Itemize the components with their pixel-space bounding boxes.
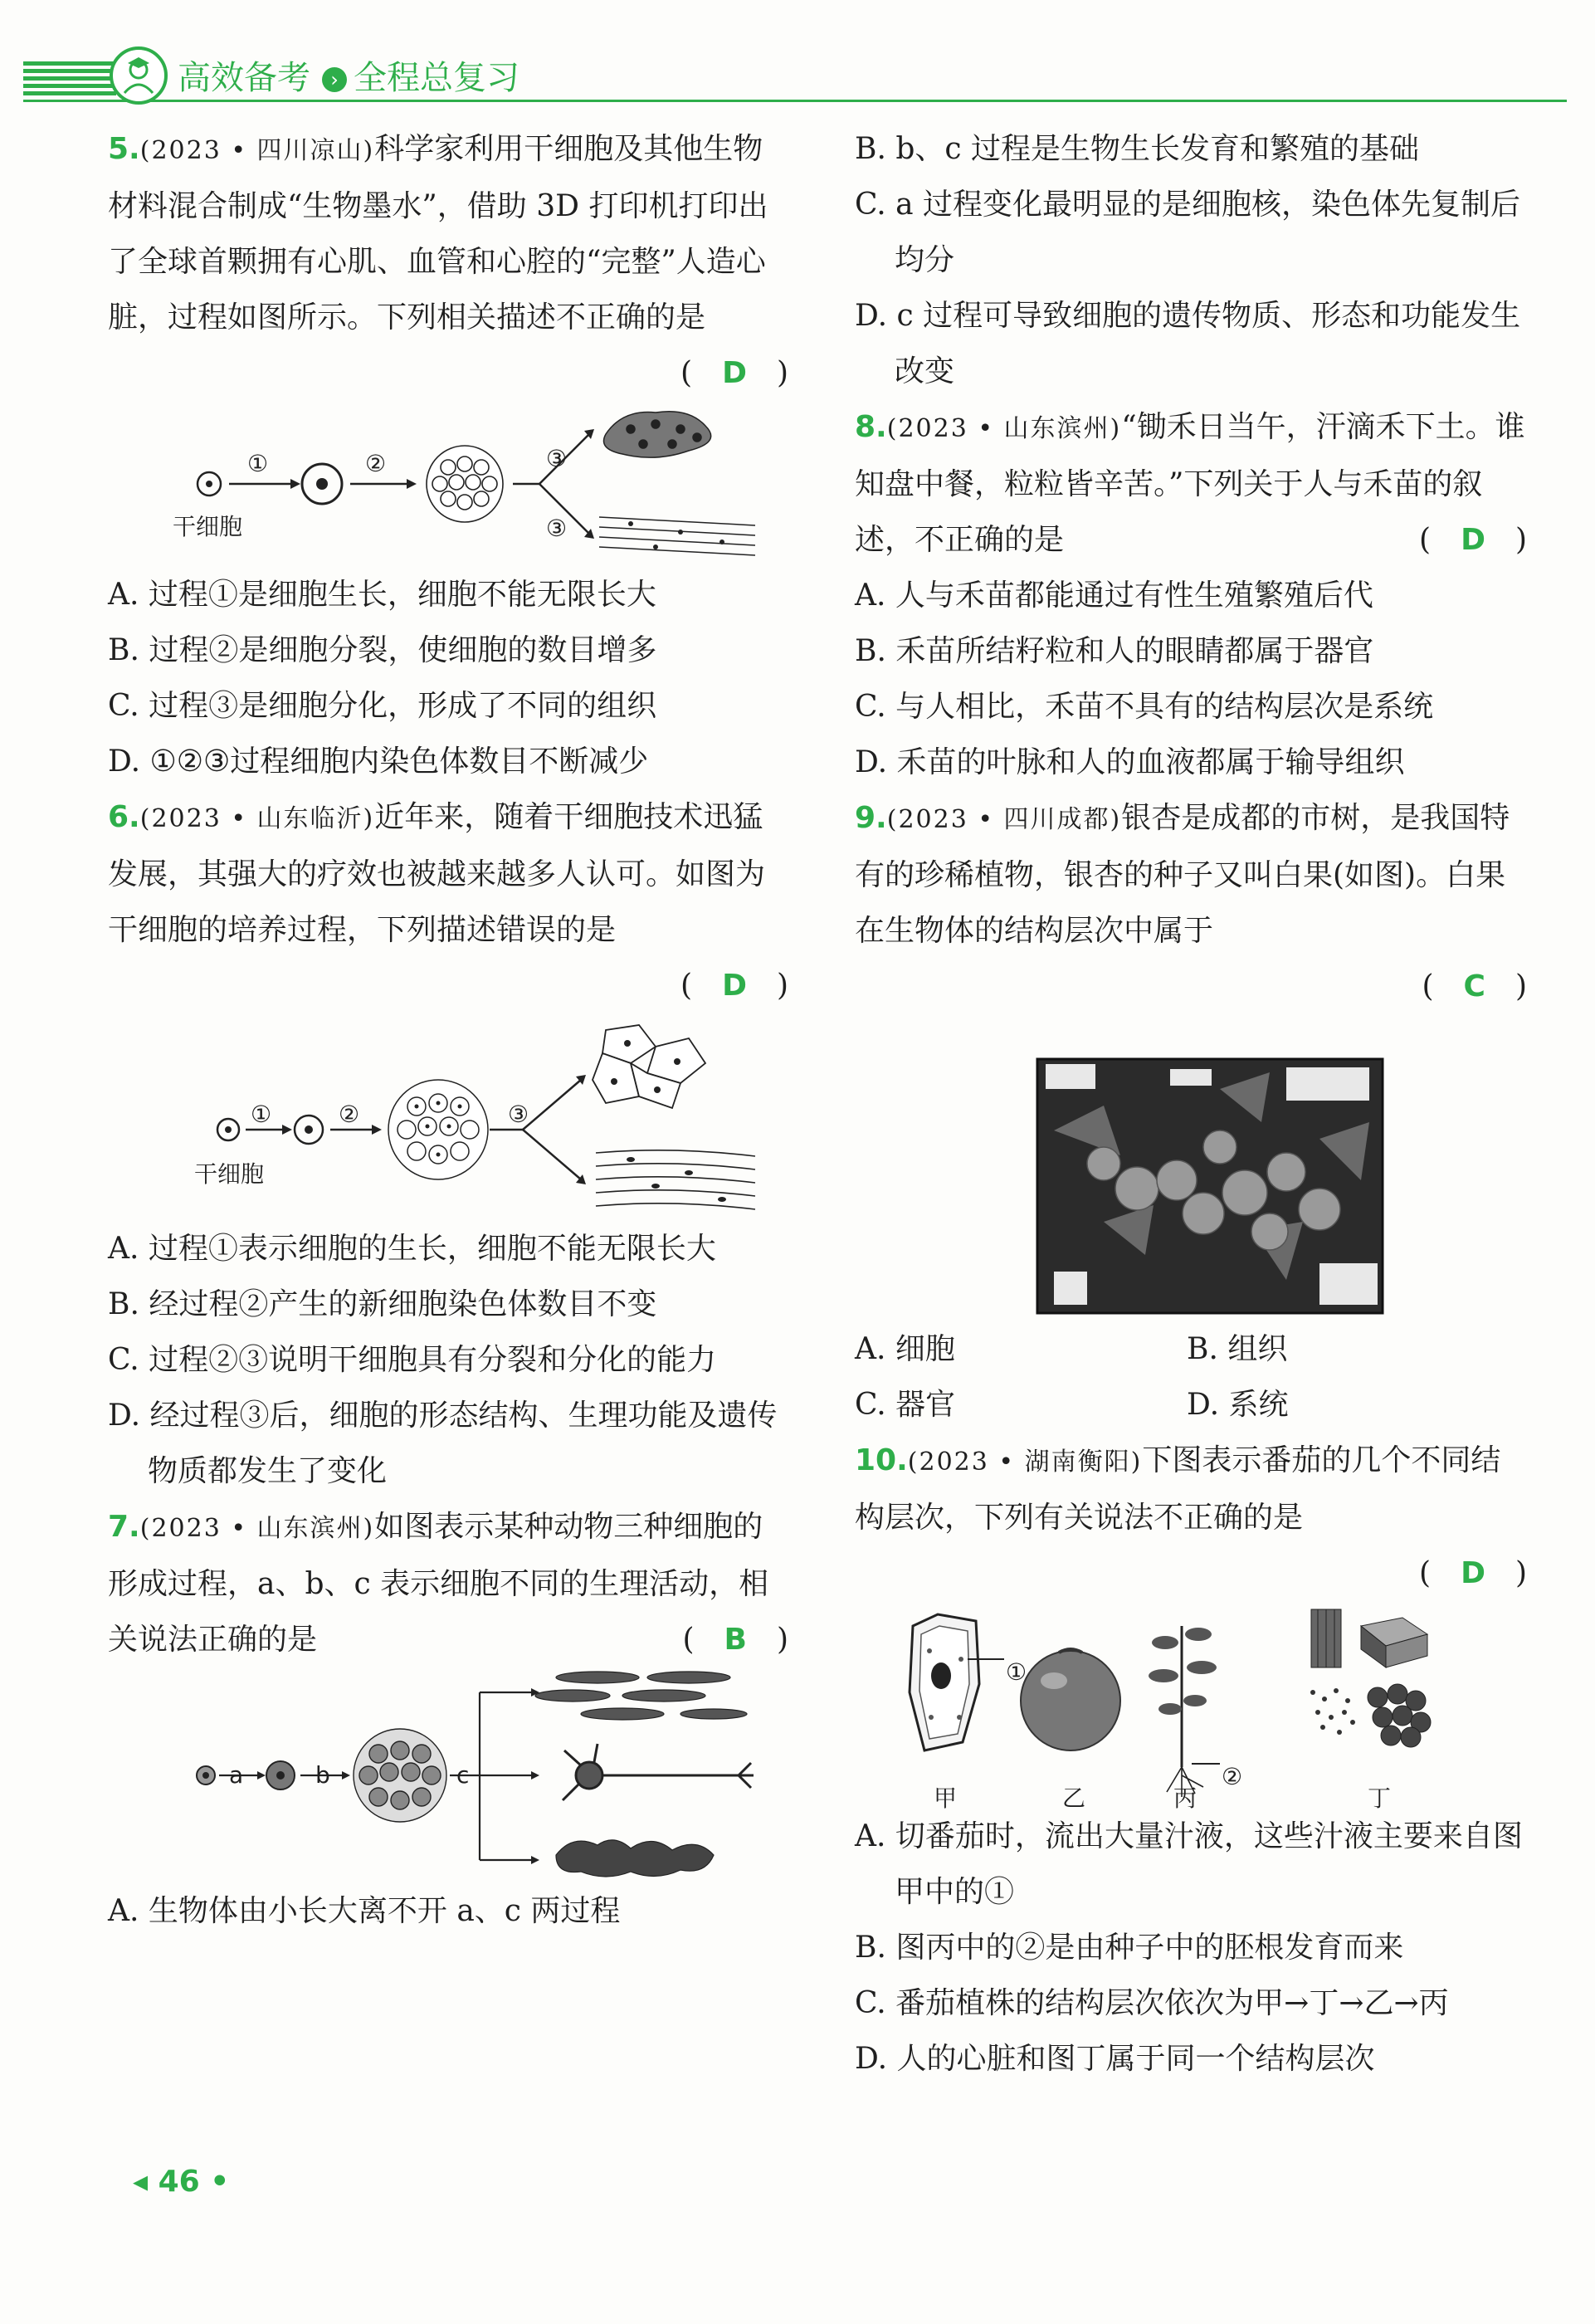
label-jia: 甲: [934, 1784, 958, 1812]
label-bing: 丙: [1173, 1784, 1197, 1812]
option-a: A. 过程①表示细胞的生长，细胞不能无限长大: [108, 1232, 716, 1266]
option-a: A. 切番茄时，流出大量汁液，这些汁液主要来自图甲中的①: [855, 1819, 1523, 1909]
ginkgo-fruit-image: [855, 1014, 1527, 1321]
book-subtitle: 全程总复习: [354, 59, 519, 97]
option-d: D. 禾苗的叶脉和人的血液都属于输导组织: [855, 745, 1405, 779]
answer: D: [722, 969, 747, 1003]
question-text: 下图表示番茄的几个不同结构层次，下列有关说法不正确的是: [855, 1443, 1501, 1535]
header-rule: [23, 100, 1567, 102]
page-number: ◂ 46 •: [133, 2165, 230, 2199]
options-q8: [855, 568, 1527, 790]
option-a: A. 过程①是细胞生长，细胞不能无限长大: [108, 578, 656, 612]
answer-slot: ( C ): [1422, 969, 1527, 1003]
question-source: (2023 • 山东滨州): [139, 1514, 375, 1543]
process-a-label: a: [229, 1761, 244, 1789]
answer-slot: ( D ): [680, 969, 788, 1003]
question-8: [855, 399, 1527, 568]
option-b: B. 禾苗所结籽粒和人的眼睛都属于器官: [855, 634, 1374, 668]
step-1-label: ①: [247, 450, 269, 477]
label-yi: 乙: [1062, 1784, 1086, 1812]
tomato-structure-diagram: [855, 1601, 1527, 1812]
book-title: 高效备考: [178, 59, 310, 97]
animal-cell-diagram-q7: [108, 1667, 788, 1883]
step-1-label: ①: [251, 1101, 272, 1128]
question-source: (2023 • 山东滨州): [886, 414, 1122, 443]
option-c: C. 与人相比，禾苗不具有的结构层次是系统: [855, 690, 1434, 724]
label-2: ②: [1222, 1763, 1243, 1790]
question-6: [108, 789, 788, 1013]
process-c-label: c: [456, 1761, 470, 1789]
question-text: 银杏是成都的市树，是我国特有的珍稀植物，银杏的种子又叫白果(如图)。白果在生物体的结构层次中属于: [855, 801, 1510, 948]
option-b: B. 图丙中的②是由种子中的胚根发育而来: [855, 1931, 1404, 1965]
question-number: 7.: [108, 1510, 140, 1544]
options-q7-part1: [108, 1883, 788, 1939]
option-d: D. 经过程③后，细胞的形态结构、生理功能及遗传物质都发生了变化: [108, 1399, 778, 1488]
step-3-label: ③: [546, 445, 568, 472]
question-text: 近年来，随着干细胞技术迅猛发展，其强大的疗效也被越来越多人认可。如图为干细胞的培养过程，下列描述错误的是: [108, 800, 766, 947]
stem-cell-label: 干细胞: [194, 1160, 265, 1188]
step-2-label: ②: [339, 1101, 360, 1128]
answer: D: [1461, 1556, 1485, 1590]
answer-slot: ( D ): [1419, 523, 1527, 557]
question-number: 9.: [855, 801, 887, 835]
option-a: A. 细胞: [855, 1332, 955, 1366]
option-b: B. 组织: [1187, 1332, 1288, 1366]
option-b: B. b、c 过程是生物生长发育和繁殖的基础: [855, 132, 1419, 166]
step-2-label: ②: [365, 450, 387, 477]
header-decoration: [23, 61, 116, 98]
question-text: 如图表示某种动物三种细胞的形成过程，a、b、c 表示细胞不同的生理活动，相关说法正确的是: [108, 1510, 769, 1657]
answer: C: [1463, 969, 1485, 1003]
option-a: A. 人与禾苗都能通过有性生殖繁殖后代: [855, 579, 1373, 613]
cell-formation-figure: [108, 1667, 788, 1883]
label-ding: 丁: [1368, 1784, 1392, 1812]
question-7: [108, 1499, 788, 1667]
option-d: D. 人的心脏和图丁属于同一个结构层次: [855, 2042, 1375, 2076]
options-q5: [108, 567, 788, 789]
options-q7-part2: [855, 121, 1527, 399]
answer-slot: ( D ): [1419, 1556, 1527, 1590]
step-3-label: ③: [508, 1101, 529, 1128]
answer: B: [724, 1623, 747, 1657]
page-number-value: 46: [158, 2165, 200, 2199]
question-text: 科学家利用干细胞及其他生物材料混合制成“生物墨水”，借助 3D 打印机打印出了全球首颗拥有心肌、血管和心腔的“完整”人造心脏，过程如图所示。下列相关描述不正确的是: [108, 132, 768, 334]
options-q9: [855, 1321, 1527, 1433]
option-c: C. 器官: [855, 1388, 956, 1422]
option-d: D. 系统: [1187, 1388, 1289, 1422]
answer: D: [1461, 523, 1485, 557]
option-b: B. 经过程②产生的新细胞染色体数目不变: [108, 1287, 657, 1321]
option-b: B. 过程②是细胞分裂，使细胞的数目增多: [108, 633, 657, 667]
option-c: C. 过程②③说明干细胞具有分裂和分化的能力: [108, 1343, 717, 1377]
left-column: [108, 121, 788, 1939]
question-number: 10.: [855, 1443, 908, 1477]
process-b-label: b: [315, 1761, 330, 1789]
student-logo-icon: [110, 46, 168, 105]
option-d: D. ①②③过程细胞内染色体数目不断减少: [108, 745, 649, 779]
question-source: (2023 • 四川凉山): [139, 136, 375, 165]
question-number: 8.: [855, 410, 887, 444]
stem-cell-diagram-q5: [108, 401, 788, 567]
stem-cell-label: 干细胞: [173, 513, 243, 540]
step-3-label: ③: [546, 515, 568, 542]
ginkgo-photo: [855, 1014, 1527, 1321]
option-c: C. 过程③是细胞分化，形成了不同的组织: [108, 689, 657, 723]
label-1: ①: [1006, 1658, 1027, 1686]
question-9: [855, 790, 1527, 1014]
option-a: A. 生物体由小长大离不开 a、c 两过程: [108, 1894, 621, 1928]
stem-cell-diagram-q6: [108, 1013, 788, 1221]
question-source: (2023 • 四川成都): [886, 805, 1122, 834]
answer-slot: ( D ): [680, 356, 788, 390]
question-number: 6.: [108, 800, 140, 834]
options-q10: [855, 1809, 1527, 2087]
answer-slot: ( B ): [682, 1623, 788, 1657]
arrow-right-icon: ›: [322, 67, 347, 92]
question-text: “锄禾日当午，汗滴禾下土。谁知盘中餐，粒粒皆辛苦。”下列关于人与禾苗的叙述，不正确的是: [855, 410, 1525, 557]
question-source: (2023 • 山东临沂): [139, 804, 375, 833]
right-column: [855, 121, 1527, 2087]
option-d: D. c 过程可导致细胞的遗传物质、形态和功能发生改变: [855, 299, 1521, 388]
question-source: (2023 • 湖南衡阳): [907, 1448, 1143, 1477]
answer: D: [722, 356, 747, 390]
options-q6: [108, 1221, 788, 1499]
question-10: [855, 1433, 1527, 1601]
question-number: 5.: [108, 132, 140, 166]
option-c: C. 番茄植株的结构层次依次为甲→丁→乙→丙: [855, 1986, 1449, 2020]
header-title: [178, 51, 519, 99]
option-c: C. a 过程变化最明显的是细胞核，染色体先复制后均分: [855, 188, 1521, 277]
question-5: [108, 121, 788, 401]
